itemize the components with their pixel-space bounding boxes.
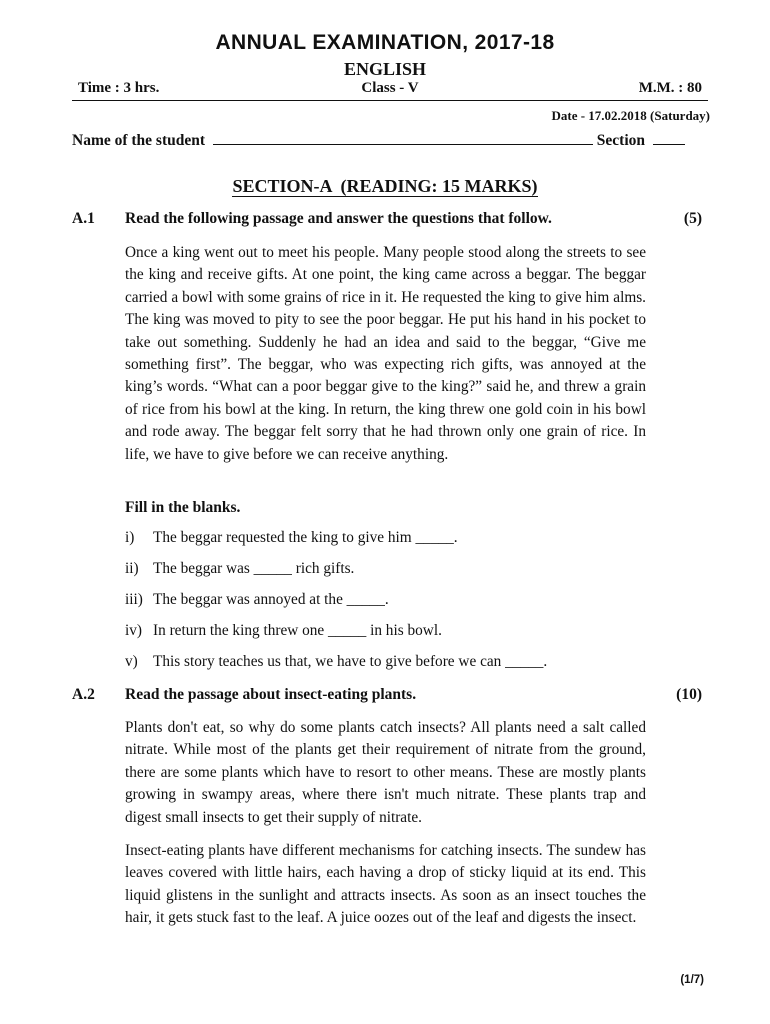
blank-text: The beggar was _____ rich gifts.	[153, 560, 355, 577]
section-a-heading	[0, 176, 770, 197]
q1-number: A.1	[72, 210, 95, 227]
student-name-field[interactable]	[213, 143, 593, 145]
blank-number: iii)	[125, 591, 143, 608]
blank-number: ii)	[125, 560, 139, 577]
section-a-heading-text: SECTION-A (READING: 15 MARKS)	[232, 176, 538, 196]
q2-paragraph-2: Insect-eating plants have different mechanisms for catching insects. The sundew has leaves covered with little hairs, each having a drop of sticky liquid at its end. This liquid glistens in the sunlight and attracts insects. As soon as an insect touches the hair, it gets stuck fast to the leaf. A juice oozes out of the leaf and digests the insect.	[125, 842, 646, 927]
blank-text: The beggar was annoyed at the _____.	[153, 591, 389, 608]
q2-number: A.2	[72, 686, 95, 703]
list-item	[125, 529, 685, 560]
time-label: Time : 3 hrs.	[78, 80, 160, 96]
blank-number: v)	[125, 653, 138, 670]
list-item	[125, 622, 685, 653]
blank-text: This story teaches us that, we have to give before we can _____.	[153, 653, 548, 670]
q1-marks: (5)	[683, 210, 702, 227]
q2-paragraph-1: Plants don't eat, so why do some plants catch insects? All plants need a salt called nitrate. While most of the plants get their requirement of nitrate from the ground, there are some plants which have to resort to other means. These are mostly plants growing in swampy areas, where there isn't much nitrate. These plants trap and digest small insects to get their supply of nitrate.	[125, 719, 646, 826]
blank-number: i)	[125, 529, 135, 546]
blank-text: The beggar requested the king to give him _____.	[153, 529, 458, 546]
student-info-row	[72, 132, 685, 150]
list-item	[125, 653, 685, 684]
blank-text: In return the king threw one _____ in his bowl.	[153, 622, 442, 639]
subject-title: ENGLISH	[343, 59, 427, 79]
student-name-label: Name of the student	[72, 132, 206, 149]
blank-number: iv)	[125, 622, 142, 639]
section-label: Section	[596, 132, 645, 149]
exam-meta-row	[72, 80, 708, 101]
list-item	[125, 560, 685, 591]
fill-blanks-heading: Fill in the blanks.	[125, 499, 241, 516]
page-number: (1/7)	[680, 974, 704, 986]
exam-title: ANNUAL EXAMINATION, 2017-18	[215, 31, 555, 54]
list-item	[125, 591, 685, 622]
section-field[interactable]	[653, 143, 685, 145]
max-marks-label: M.M. : 80	[638, 80, 702, 96]
q2-instruction: Read the passage about insect-eating plants.	[125, 686, 417, 703]
q1-passage: Once a king went out to meet his people. Many people stood along the streets to see the king and receive gifts. At one point, the king came across a beggar. The beggar carried a bowl with some grains of rice in it. He requested the king to give him alms. The king was moved to pity to see the poor beggar. He put his hand in his pocket to take out something. Suddenly he had an idea and said to the beggar, “Give me something first”. The beggar, who was expecting rich gifts, was annoyed at the king’s words. “What can a poor beggar give to the king?” said he, and threw a grain of rice from his bowl at the king. In return, the king threw one gold coin in his bowl and rode away. The beggar felt sorry that he had thrown only one grain of rice. In life, we have to give before we can receive anything.	[125, 244, 646, 463]
fill-blanks-list	[125, 529, 685, 684]
exam-date: Date - 17.02.2018 (Saturday)	[551, 108, 710, 123]
q2-marks: (10)	[676, 686, 702, 703]
class-label: Class - V	[361, 80, 419, 96]
q1-instruction: Read the following passage and answer the questions that follow.	[125, 210, 552, 227]
